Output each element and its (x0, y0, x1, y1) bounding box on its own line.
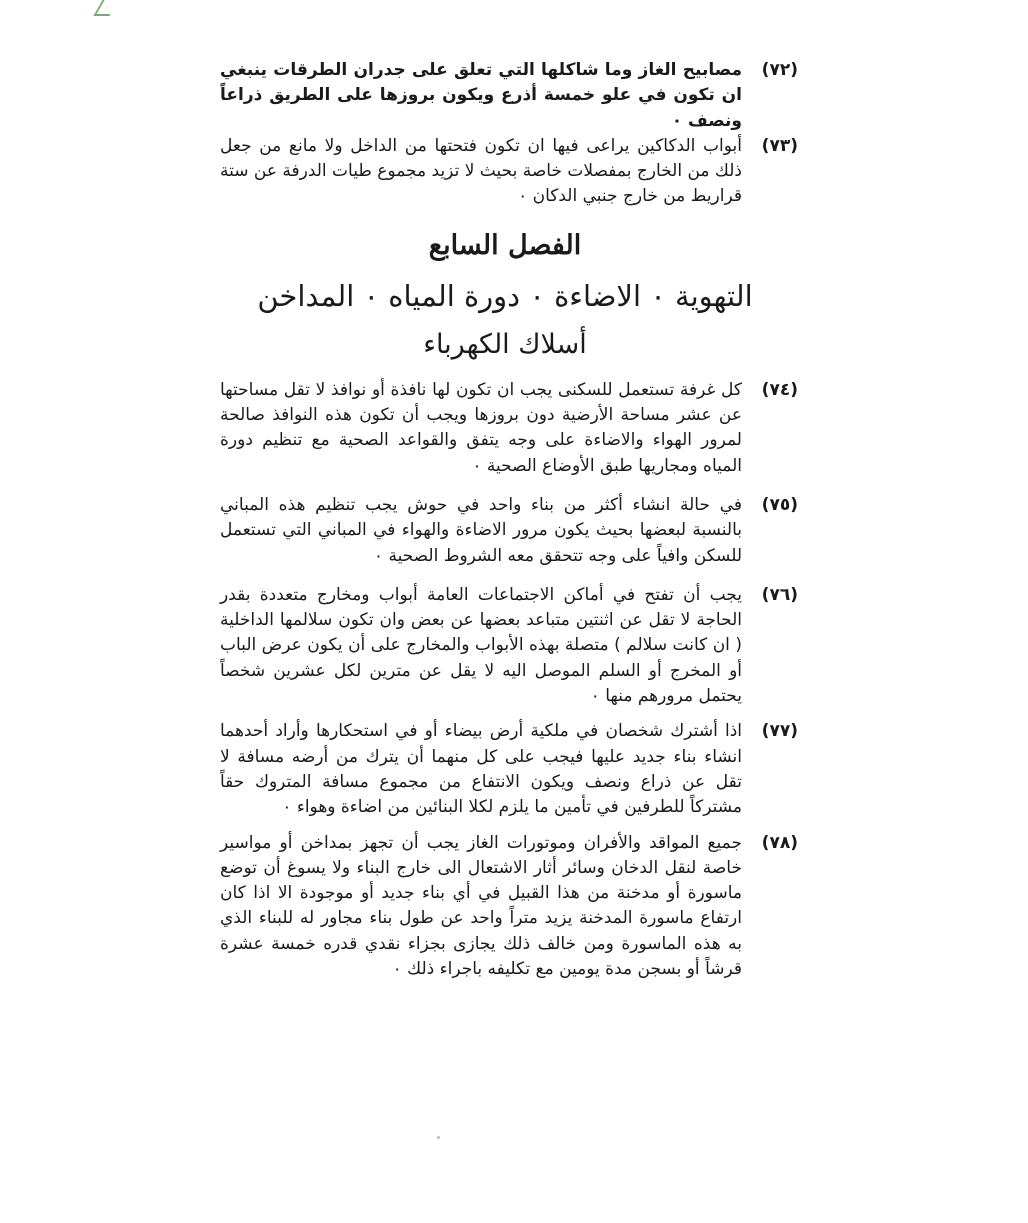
chapter-subtitle: التهوية ٠ الاضاءة ٠ دورة المياه ٠ المداخن (257, 278, 753, 313)
article-text: جميع المواقد والأفران وموتورات الغاز يجب أن تجهز بمداخن أو مواسير خاصة لنقل الدخان وسائر أثار الاشتعال الى خارج البناء ولا يسوغ أن توضع ماسورة أو مدخنة من هذا القبيل في أي بناء جديد أو موجودة الا اذا كان ارتفاع ماسورة المدخنة يزيد متراً واحد عن طول بناء مجاور له للبناء الذي به هذه الماسورة ومن خالف ذلك يجازى بجزاء نقدي قدره خمسة عشرة قرشاً أو بسجن مدة يومين مع تكليفه باجراء ذلك ٠ (220, 832, 742, 980)
article-78 (220, 831, 798, 983)
article-text: مصابيح الغاز وما شاكلها التي تعلق على جدران الطرقات ينبغي ان تكون في علو خمسة أذرع ويكون بروزها على الطريق ذراعاً ونصف ٠ (220, 60, 742, 131)
article-72 (220, 58, 798, 134)
article-75 (220, 493, 798, 569)
article-74 (220, 378, 798, 479)
article-text: يجب أن تفتح في أماكن الاجتماعات العامة أبواب ومخارج متعددة بقدر الحاجة لا تقل عن اثنتين متباعد بعضها عن بعض وان تكون سلالمها الداخلية ( ان كانت سلالم ) متصلة بهذه الأبواب والمخارج على أن يكون عرض الباب أو المخرج أو السلم الموصل اليه لا يقل عن مترين لكل عشرين شخصاً يحتمل مرورهم منها ٠ (220, 584, 742, 707)
article-number: (٧٤) (761, 379, 798, 400)
article-text: اذا أشترك شخصان في ملكية أرض بيضاء أو في استحكارها وأراد أحدهما انشاء بناء جديد عليها فيجب على كل منهما أن يترك من أرضه مسافة لا تقل عن ذراع ونصف ويكون الانتفاع من مجموع مسافة المتروك حقاً مشتركاً للطرفين في تأمين ما يلزم لكلا البنائين من اضاءة وهواء ٠ (220, 721, 742, 818)
article-76 (220, 583, 798, 709)
article-number: (٧٦) (761, 584, 798, 605)
article-number: (٧٨) (761, 832, 798, 853)
article-number: (٧٢) (761, 60, 798, 80)
corner-mark (93, 0, 118, 16)
chapter-title: الفصل السابع (428, 229, 582, 261)
article-number: (٧٣) (761, 135, 798, 156)
article-text: كل غرفة تستعمل للسكنى يجب ان تكون لها نافذة أو نوافذ لا تقل مساحتها عن عشر مساحة الأرضية دون بروزها ويجب أن تكون هذه النوافذ صالحة لمرور الهواء والاضاءة على وجه يتفق والقواعد الصحية مع تنظيم دورة المياه ومجاريها طبق الأوضاع الصحية ٠ (220, 379, 742, 476)
article-73 (219, 134, 798, 210)
article-text: أبواب الدكاكين يراعى فيها ان تكون فتحتها من الداخل ولا مانع من جعل ذلك من الخارج بمفصلات خاصة بحيث لا تزيد مجموع طيات الدرفة عن ستة قراريط من خارج جنبي الدكان ٠ (219, 135, 742, 207)
article-text: في حالة انشاء أكثر من بناء واحد في حوش يجب تنظيم هذه المباني بالنسبة لبعضها بحيث يكون مرور الاضاءة والهواء في المباني التي تستعمل للسكن وافياً على وجه تتحقق معه الشروط الصحية ٠ (220, 494, 742, 566)
article-number: (٧٧) (761, 721, 798, 742)
scan-speck (437, 1136, 440, 1139)
text-column (219, 58, 798, 982)
article-77 (220, 719, 798, 820)
chapter-subtitle-second-line: أسلاك الكهرباء (423, 328, 587, 360)
article-number: (٧٥) (761, 494, 798, 515)
